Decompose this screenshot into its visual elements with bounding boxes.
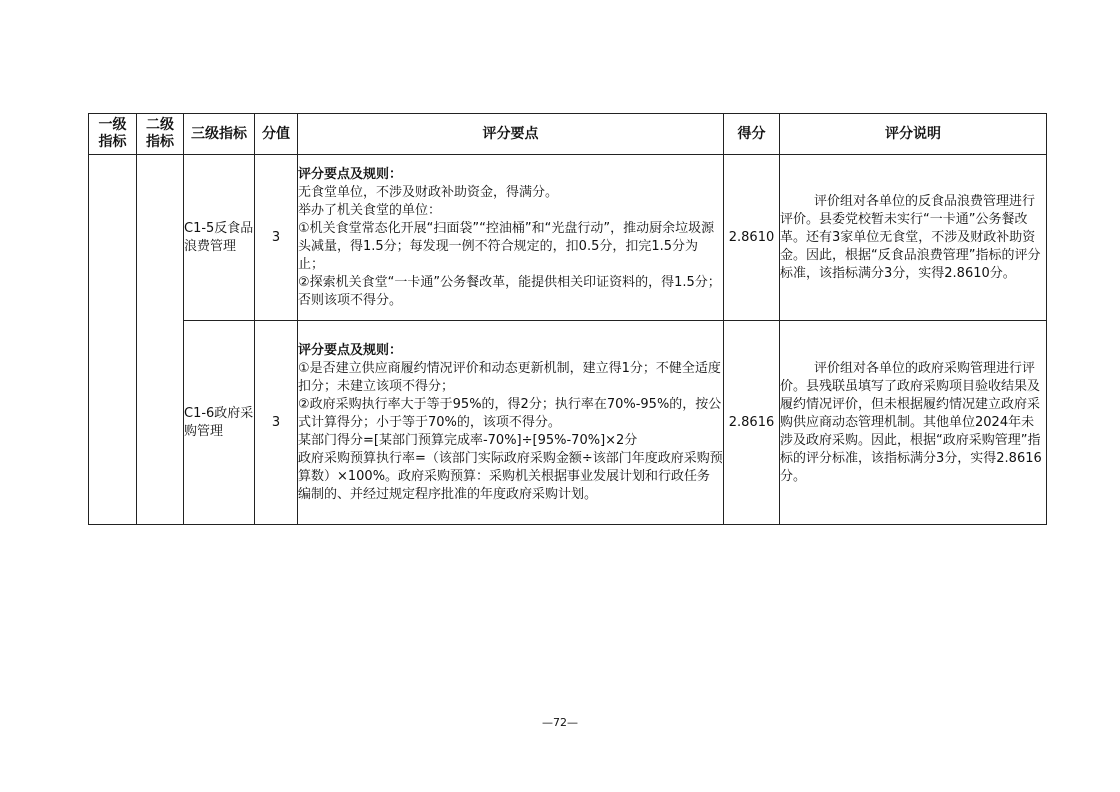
header-level1: [89, 114, 137, 155]
header-level1-line1: 一级: [98, 117, 127, 133]
indicator-name: C1-5反食品浪费管理: [184, 155, 255, 321]
explanation-cell: [780, 155, 1047, 321]
key-points-line: 举办了机关食堂的单位：: [298, 202, 442, 218]
table-row: [89, 321, 1047, 525]
key-points-cell: [298, 321, 724, 525]
header-level2-line1: 二级: [146, 117, 174, 133]
header-explanation: 评分说明: [780, 114, 1047, 155]
table-header-row: [89, 114, 1047, 155]
key-points-title: 评分要点及规则：: [298, 166, 403, 182]
page-number: —72—: [542, 716, 578, 729]
score-value: 2.8610: [724, 155, 780, 321]
key-points-line: ②政府采购执行率大于等于95%的，得2分；执行率在70%-95%的，按公式计算得分；小于等于70%的，该项不得分。: [298, 396, 722, 430]
indicator-name: C1-6政府采购管理: [184, 321, 255, 525]
level2-cell: [137, 155, 184, 525]
key-points-line: 某部门得分=[某部门预算完成率-70%]÷[95%-70%]×2分: [298, 432, 638, 448]
header-level2: [137, 114, 184, 155]
header-level3: 三级指标: [184, 114, 255, 155]
header-score-value: 分值: [255, 114, 298, 155]
key-points-line: ①是否建立供应商履约情况评价和动态更新机制，建立得1分；不健全适度扣分；未建立该项不得分；: [298, 360, 721, 394]
header-key-points: 评分要点: [298, 114, 724, 155]
explanation-text: 评价组对各单位的反食品浪费管理进行评价。县委党校暂未实行“一卡通”公务餐改革。还有3家单位无食堂，不涉及财政补助资金。因此，根据“反食品浪费管理”指标的评分标准，该指标满分3分，实得2.8610分。: [780, 193, 1041, 281]
explanation-cell: [780, 321, 1047, 525]
score-value: 2.8616: [724, 321, 780, 525]
key-points-line: 政府采购预算执行率=（该部门实际政府采购金额÷该部门年度政府采购预算数）×100%。政府采购预算：采购机关根据事业发展计划和行政任务编制的、并经过规定程序批准的年度政府采购计划。: [298, 450, 723, 502]
table-row: [89, 155, 1047, 321]
header-level1-line2: 指标: [98, 134, 127, 150]
level1-cell: [89, 155, 137, 525]
key-points-line: ①机关食堂常态化开展“扫面袋”“控油桶”和“光盘行动”，推动厨余垃圾源头减量，得1.5分；每发现一例不符合规定的，扣0.5分，扣完1.5分为止；: [298, 220, 715, 272]
indicator-points: 3: [255, 321, 298, 525]
key-points-title: 评分要点及规则：: [298, 342, 403, 358]
key-points-line: ②探索机关食堂“一卡通”公务餐改革，能提供相关印证资料的，得1.5分；否则该项不得分。: [298, 274, 721, 308]
explanation-text: 评价组对各单位的政府采购管理进行评价。县残联虽填写了政府采购项目验收结果及履约情况评价，但未根据履约情况建立政府采购供应商动态管理机制。其他单位2024年未涉及政府采购。因此，根据“政府采购管理”指标的评分标准，该指标满分3分，实得2.8616分。: [780, 360, 1042, 484]
header-score: 得分: [724, 114, 780, 155]
evaluation-table: [88, 113, 1047, 525]
key-points-line: 无食堂单位，不涉及财政补助资金，得满分。: [298, 184, 559, 200]
indicator-points: 3: [255, 155, 298, 321]
header-level2-line2: 指标: [146, 134, 174, 150]
key-points-cell: [298, 155, 724, 321]
